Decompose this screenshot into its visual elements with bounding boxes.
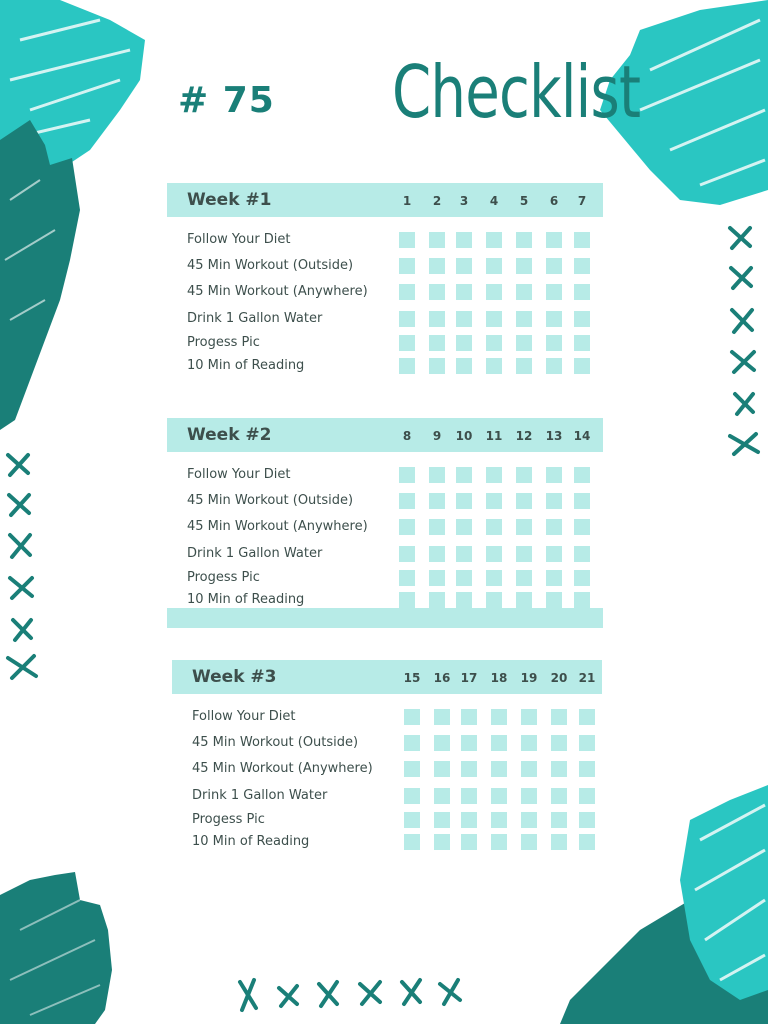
checkbox[interactable] (456, 570, 472, 586)
checkbox[interactable] (516, 519, 532, 535)
day-number: 16 (433, 671, 451, 685)
left-cross-column (8, 455, 36, 678)
checkbox[interactable] (486, 493, 502, 509)
checkbox[interactable] (516, 570, 532, 586)
task-label: 10 Min of Reading (187, 592, 305, 607)
checkbox[interactable] (404, 735, 420, 751)
checkbox[interactable] (516, 546, 532, 562)
checkbox[interactable] (521, 761, 537, 777)
checkbox[interactable] (486, 358, 502, 374)
task-label: Drink 1 Gallon Water (187, 546, 323, 561)
checkbox[interactable] (491, 788, 507, 804)
task-label: 10 Min of Reading (192, 834, 310, 849)
cross-mark-icon (10, 578, 32, 598)
cross-mark-icon (402, 980, 420, 1004)
checkbox[interactable] (399, 570, 415, 586)
checkbox[interactable] (429, 311, 445, 327)
checkbox[interactable] (399, 546, 415, 562)
checkbox[interactable] (399, 467, 415, 483)
checkbox[interactable] (579, 735, 595, 751)
checkbox[interactable] (551, 834, 567, 850)
day-number: 2 (432, 194, 442, 208)
checkbox[interactable] (574, 335, 590, 351)
day-number: 9 (432, 429, 442, 443)
checkbox[interactable] (461, 788, 477, 804)
right-cross-column (730, 228, 758, 454)
checkbox[interactable] (461, 709, 477, 725)
checkbox[interactable] (521, 812, 537, 828)
checkbox[interactable] (574, 258, 590, 274)
checkbox[interactable] (546, 592, 562, 608)
day-number: 1 (402, 194, 412, 208)
checkbox[interactable] (429, 284, 445, 300)
week-header (167, 418, 603, 452)
checkbox[interactable] (546, 546, 562, 562)
cross-mark-icon (8, 455, 28, 475)
day-number: 19 (520, 671, 538, 685)
week-section (167, 183, 603, 403)
brush-stroke-icon (0, 872, 112, 1024)
day-number: 11 (485, 429, 503, 443)
cross-mark-icon (13, 620, 31, 640)
checkbox[interactable] (579, 788, 595, 804)
week-header (172, 660, 602, 694)
task-label: Progess Pic (187, 335, 260, 350)
checkbox[interactable] (516, 467, 532, 483)
cross-mark-icon (10, 535, 30, 557)
checkbox[interactable] (551, 735, 567, 751)
checkbox[interactable] (516, 232, 532, 248)
day-number: 5 (519, 194, 529, 208)
checkbox[interactable] (434, 735, 450, 751)
checkbox[interactable] (579, 834, 595, 850)
day-number: 14 (573, 429, 591, 443)
checkbox[interactable] (429, 546, 445, 562)
checkbox[interactable] (521, 709, 537, 725)
checkbox[interactable] (486, 592, 502, 608)
checkbox[interactable] (546, 519, 562, 535)
cross-mark-icon (732, 310, 752, 332)
checkbox[interactable] (546, 358, 562, 374)
checkbox[interactable] (574, 493, 590, 509)
day-number: 21 (578, 671, 596, 685)
checkbox[interactable] (404, 709, 420, 725)
checkbox[interactable] (574, 519, 590, 535)
day-number: 18 (490, 671, 508, 685)
checkbox[interactable] (546, 570, 562, 586)
checkbox[interactable] (456, 467, 472, 483)
challenge-number: # 75 (178, 80, 275, 121)
page-title: Checklist (392, 50, 641, 134)
checkbox[interactable] (486, 335, 502, 351)
checkbox[interactable] (429, 519, 445, 535)
checkbox[interactable] (456, 258, 472, 274)
day-number: 8 (402, 429, 412, 443)
checkbox[interactable] (574, 592, 590, 608)
checkbox[interactable] (399, 258, 415, 274)
task-label: Progess Pic (187, 570, 260, 585)
checkbox[interactable] (456, 358, 472, 374)
checkbox[interactable] (404, 834, 420, 850)
task-label: 45 Min Workout (Outside) (187, 493, 354, 508)
checkbox[interactable] (399, 519, 415, 535)
checkbox[interactable] (399, 311, 415, 327)
week-title: Week #1 (187, 190, 272, 210)
cross-mark-icon (732, 352, 754, 372)
checkbox[interactable] (491, 834, 507, 850)
checkbox[interactable] (456, 232, 472, 248)
checkbox[interactable] (521, 735, 537, 751)
checkbox[interactable] (574, 284, 590, 300)
cross-mark-icon (730, 228, 750, 248)
checkbox[interactable] (516, 258, 532, 274)
checkbox[interactable] (429, 592, 445, 608)
checkbox[interactable] (546, 335, 562, 351)
cross-mark-icon (440, 980, 460, 1004)
task-label: Follow Your Diet (187, 232, 291, 247)
day-number: 10 (455, 429, 473, 443)
day-number: 7 (577, 194, 587, 208)
checkbox[interactable] (461, 735, 477, 751)
checkbox[interactable] (546, 311, 562, 327)
checkbox[interactable] (546, 467, 562, 483)
checkbox[interactable] (429, 570, 445, 586)
week-section (172, 660, 602, 880)
cross-mark-icon (730, 434, 758, 454)
checkbox[interactable] (434, 812, 450, 828)
brush-stroke-icon (0, 120, 80, 430)
checkbox[interactable] (456, 335, 472, 351)
task-label: 45 Min Workout (Anywhere) (187, 519, 368, 534)
checkbox[interactable] (456, 493, 472, 509)
checkbox[interactable] (579, 709, 595, 725)
checkbox[interactable] (461, 812, 477, 828)
week-title: Week #2 (187, 425, 272, 445)
checkbox[interactable] (491, 735, 507, 751)
checkbox[interactable] (516, 592, 532, 608)
cross-mark-icon (9, 495, 29, 515)
checkbox[interactable] (551, 709, 567, 725)
task-label: Drink 1 Gallon Water (187, 311, 323, 326)
task-label: Follow Your Diet (187, 467, 291, 482)
checkbox[interactable] (399, 493, 415, 509)
checkbox[interactable] (399, 592, 415, 608)
checkbox[interactable] (429, 335, 445, 351)
checkbox[interactable] (429, 493, 445, 509)
task-label: Progess Pic (192, 812, 265, 827)
checkbox[interactable] (486, 467, 502, 483)
checkbox[interactable] (551, 761, 567, 777)
checkbox[interactable] (491, 709, 507, 725)
cross-mark-icon (731, 268, 751, 288)
day-number: 17 (460, 671, 478, 685)
week-section (167, 418, 603, 638)
checkbox[interactable] (516, 311, 532, 327)
cross-mark-icon (319, 982, 337, 1006)
checkbox[interactable] (516, 358, 532, 374)
checkbox[interactable] (434, 761, 450, 777)
day-number: 12 (515, 429, 533, 443)
task-label: 45 Min Workout (Outside) (192, 735, 359, 750)
task-label: 45 Min Workout (Outside) (187, 258, 354, 273)
checkbox[interactable] (456, 311, 472, 327)
checkbox[interactable] (486, 232, 502, 248)
checkbox[interactable] (461, 834, 477, 850)
task-label: 10 Min of Reading (187, 358, 305, 373)
checkbox[interactable] (486, 519, 502, 535)
checkbox[interactable] (491, 812, 507, 828)
bottom-cross-row (240, 980, 460, 1010)
checkbox[interactable] (404, 788, 420, 804)
checkbox[interactable] (456, 519, 472, 535)
checkbox[interactable] (516, 335, 532, 351)
day-number: 6 (549, 194, 559, 208)
checkbox[interactable] (434, 788, 450, 804)
checkbox[interactable] (546, 258, 562, 274)
checkbox[interactable] (399, 335, 415, 351)
checkbox[interactable] (434, 834, 450, 850)
week-header (167, 183, 603, 217)
checkbox[interactable] (429, 467, 445, 483)
cross-mark-icon (735, 394, 753, 414)
checkbox[interactable] (486, 258, 502, 274)
checkbox[interactable] (399, 284, 415, 300)
checkbox[interactable] (429, 358, 445, 374)
checkbox[interactable] (399, 358, 415, 374)
day-number: 15 (403, 671, 421, 685)
task-label: 45 Min Workout (Anywhere) (187, 284, 368, 299)
day-number: 13 (545, 429, 563, 443)
checkbox[interactable] (579, 812, 595, 828)
checkbox[interactable] (574, 570, 590, 586)
checkbox[interactable] (486, 311, 502, 327)
checkbox[interactable] (486, 570, 502, 586)
checkbox[interactable] (574, 467, 590, 483)
checkbox[interactable] (404, 812, 420, 828)
checkbox[interactable] (491, 761, 507, 777)
day-number: 4 (489, 194, 499, 208)
checkbox[interactable] (546, 493, 562, 509)
checkbox[interactable] (546, 232, 562, 248)
checkbox[interactable] (404, 761, 420, 777)
cross-mark-icon (279, 986, 297, 1006)
checkbox[interactable] (551, 812, 567, 828)
checkbox[interactable] (546, 284, 562, 300)
checkbox[interactable] (574, 232, 590, 248)
checkbox[interactable] (461, 761, 477, 777)
checkbox[interactable] (456, 284, 472, 300)
checkbox[interactable] (579, 761, 595, 777)
checkbox[interactable] (486, 284, 502, 300)
checkbox[interactable] (521, 834, 537, 850)
checkbox[interactable] (516, 284, 532, 300)
week-title: Week #3 (192, 667, 277, 687)
checkbox[interactable] (521, 788, 537, 804)
checkbox[interactable] (574, 358, 590, 374)
checkbox[interactable] (456, 546, 472, 562)
task-label: Drink 1 Gallon Water (192, 788, 328, 803)
checkbox[interactable] (516, 493, 532, 509)
cross-mark-icon (240, 980, 256, 1010)
checkbox[interactable] (486, 546, 502, 562)
task-label: 45 Min Workout (Anywhere) (192, 761, 373, 776)
checkbox[interactable] (429, 258, 445, 274)
checkbox[interactable] (434, 709, 450, 725)
checkbox[interactable] (399, 232, 415, 248)
checkbox[interactable] (551, 788, 567, 804)
task-label: Follow Your Diet (192, 709, 296, 724)
day-number: 3 (459, 194, 469, 208)
week-footer-bar (167, 608, 603, 628)
cross-mark-icon (8, 656, 36, 678)
checkbox[interactable] (456, 592, 472, 608)
day-number: 20 (550, 671, 568, 685)
checkbox[interactable] (574, 311, 590, 327)
cross-mark-icon (360, 982, 380, 1004)
checkbox[interactable] (429, 232, 445, 248)
checkbox[interactable] (574, 546, 590, 562)
